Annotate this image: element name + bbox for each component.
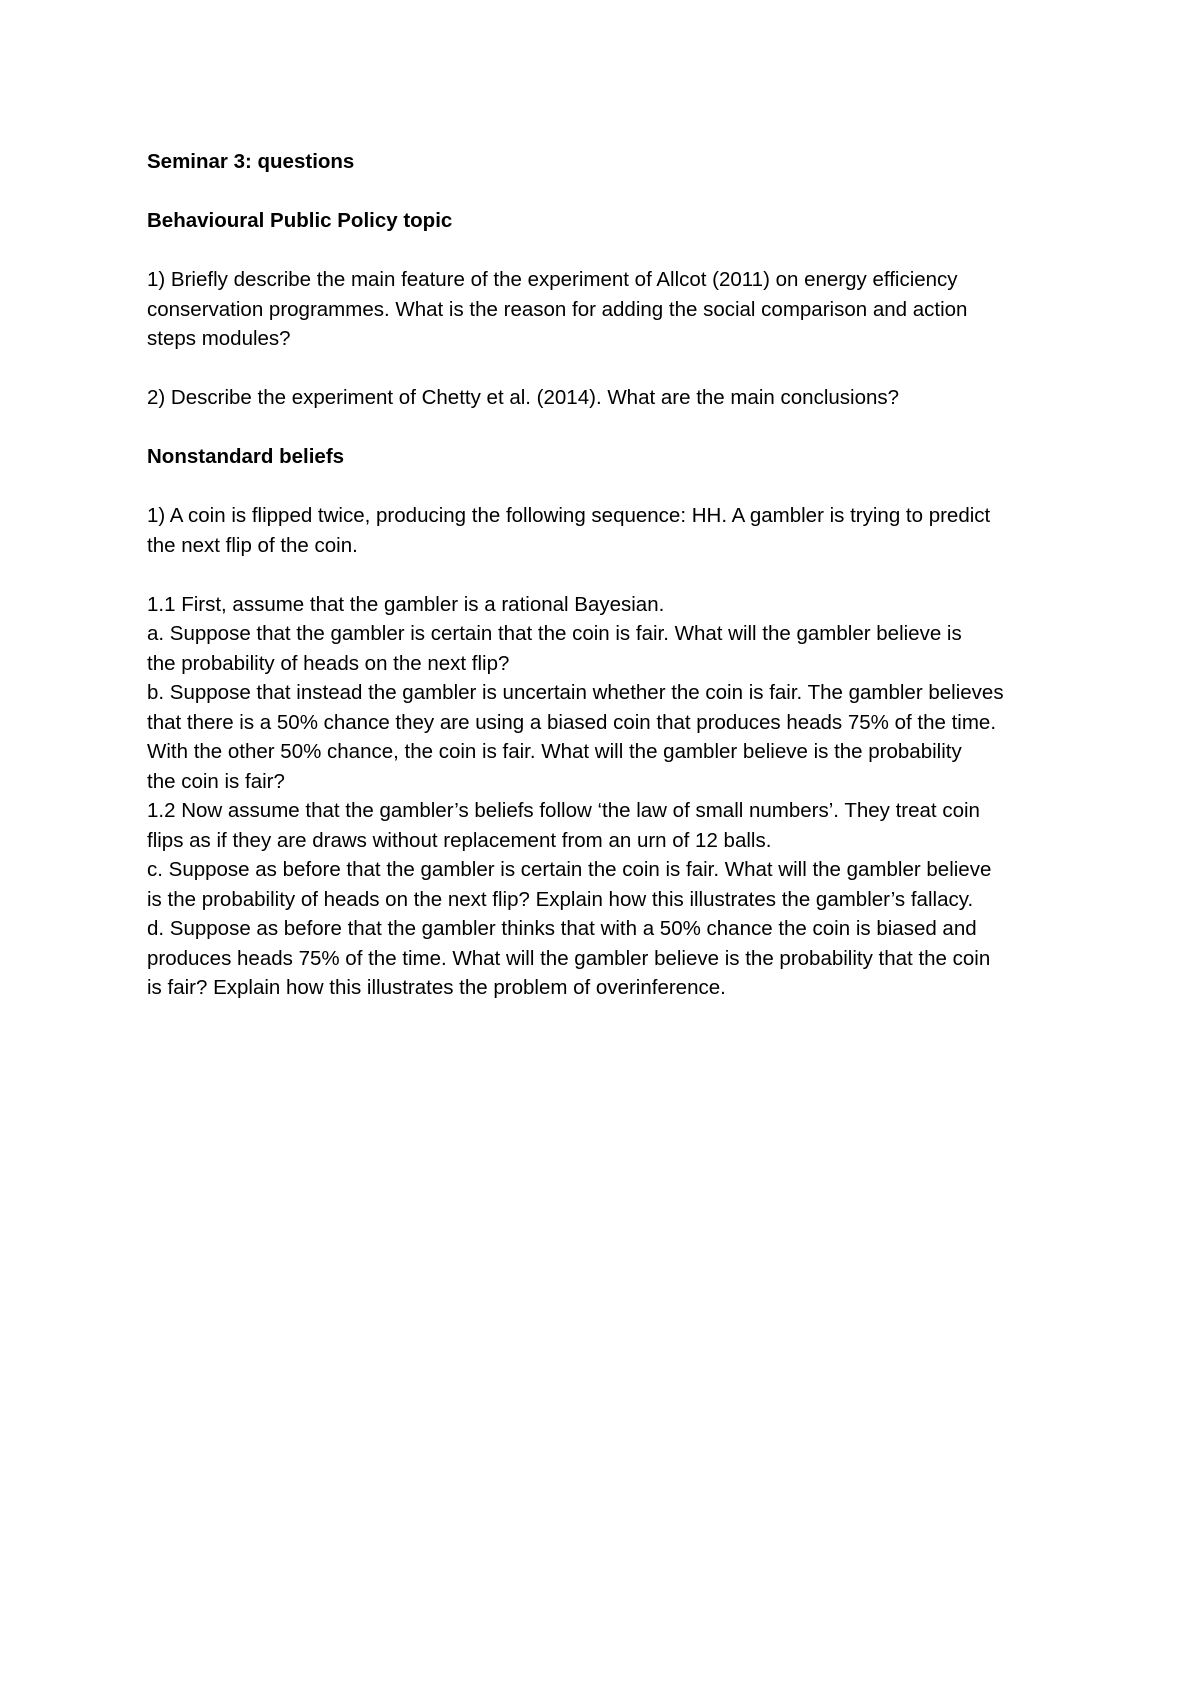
document-title: Seminar 3: questions <box>147 150 355 173</box>
spacer <box>147 177 1067 207</box>
part-line: is the probability of heads on the next flip? Explain how this illustrates the gambler’s fallacy. <box>147 887 974 911</box>
question-line: 1) Briefly describe the main feature of the experiment of Allcot (2011) on energy efficiency <box>147 268 958 291</box>
question-parts <box>147 590 1067 1003</box>
section-heading-public-policy: Behavioural Public Policy topic <box>147 209 453 232</box>
spacer <box>147 472 1067 502</box>
question-line: 1) A coin is flipped twice, producing the following sequence: HH. A gambler is trying to predict <box>147 504 991 527</box>
part-line: b. Suppose that instead the gambler is uncertain whether the coin is fair. The gambler believes <box>147 681 1004 704</box>
part-line: d. Suppose as before that the gambler thinks that with a 50% chance the coin is biased and <box>147 917 977 940</box>
document-page <box>147 147 1067 1003</box>
spacer <box>147 236 1067 266</box>
part-line: the coin is fair? <box>147 769 285 793</box>
part-line: a. Suppose that the gambler is certain that the coin is fair. What will the gambler believe is <box>147 622 962 645</box>
spacer <box>147 560 1067 590</box>
part-line: the probability of heads on the next flip? <box>147 651 510 675</box>
spacer <box>147 413 1067 443</box>
part-line: With the other 50% chance, the coin is fair. What will the gambler believe is the probability <box>147 740 962 763</box>
part-line: is fair? Explain how this illustrates the problem of overinference. <box>147 976 726 999</box>
spacer <box>147 354 1067 384</box>
part-line: produces heads 75% of the time. What will the gambler believe is the probability that the coin <box>147 946 991 970</box>
question-line: 2) Describe the experiment of Chetty et al. (2014). What are the main conclusions? <box>147 386 900 409</box>
question-line: the next flip of the coin. <box>147 533 358 557</box>
question-line: conservation programmes. What is the reason for adding the social comparison and action <box>147 297 968 321</box>
section-heading-nonstandard-beliefs: Nonstandard beliefs <box>147 445 345 468</box>
part-line: that there is a 50% chance they are using a biased coin that produces heads 75% of the time. <box>147 710 997 734</box>
part-line: 1.2 Now assume that the gambler’s beliefs follow ‘the law of small numbers’. They treat coin <box>147 799 980 822</box>
question-1-allcot <box>147 265 1067 354</box>
question-1-coin <box>147 501 1067 560</box>
part-line: 1.1 First, assume that the gambler is a rational Bayesian. <box>147 592 665 616</box>
part-line: flips as if they are draws without replacement from an urn of 12 balls. <box>147 828 772 852</box>
question-line: steps modules? <box>147 327 291 350</box>
part-line: c. Suppose as before that the gambler is certain the coin is fair. What will the gambler believe <box>147 858 992 881</box>
question-2-chetty <box>147 383 1067 413</box>
